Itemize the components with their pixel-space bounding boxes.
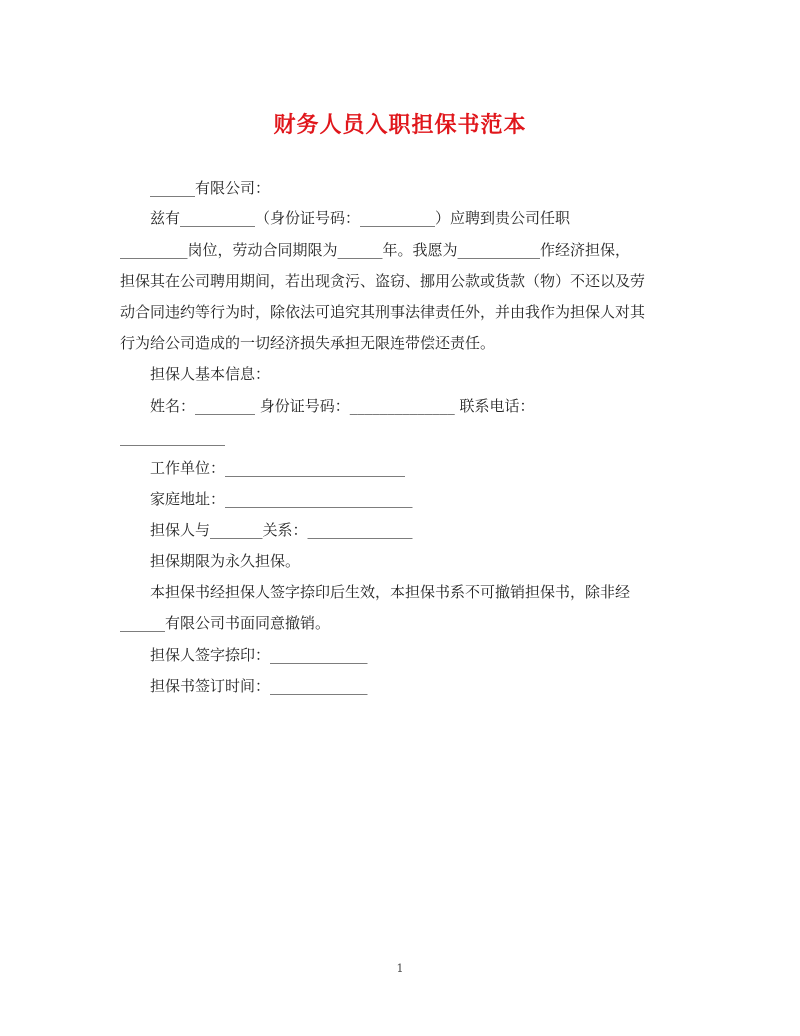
signing-date-line: 担保书签订时间：_____________ (150, 677, 368, 695)
home-address-line: 家庭地址：_________________________ (150, 490, 413, 508)
signature-line: 担保人签字捺印：_____________ (150, 646, 368, 664)
addressee-line: ______有限公司： (150, 179, 271, 197)
guarantor-info-heading: 担保人基本信息： (150, 365, 271, 383)
guarantee-period-line: 担保期限为永久担保。 (150, 552, 301, 570)
body-line-3: 担保其在公司聘用期间，若出现贪污、盗窃、挪用公款或货款（物）不还以及劳 (120, 272, 646, 290)
work-unit-line: 工作单位：________________________ (150, 459, 406, 477)
effectiveness-line-1: 本担保书经担保人签字捺印后生效，本担保书系不可撤销担保书，除非经 (150, 583, 631, 601)
relationship-line: 担保人与_______关系：______________ (150, 521, 413, 539)
body-line-1: 兹有__________（身份证号码：__________）应聘到贵公司任职 (150, 209, 571, 227)
effectiveness-line-2: ______有限公司书面同意撤销。 (120, 614, 331, 632)
phone-blank-line: ______________ (120, 428, 225, 446)
body-line-4: 动合同违约等行为时，除依法可追究其刑事法律责任外，并由我作为担保人对其 (120, 303, 646, 321)
page-number: 1 (396, 962, 404, 975)
document-title: 财务人员入职担保书范本 (273, 112, 527, 138)
body-line-2: _________岗位，劳动合同期限为______年。我愿为___________作经济担保， (120, 241, 631, 259)
body-line-5: 行为给公司造成的一切经济损失承担无限连带偿还责任。 (120, 334, 496, 352)
guarantor-name-id-phone: 姓名：________ 身份证号码：______________ 联系电话： (150, 397, 535, 415)
